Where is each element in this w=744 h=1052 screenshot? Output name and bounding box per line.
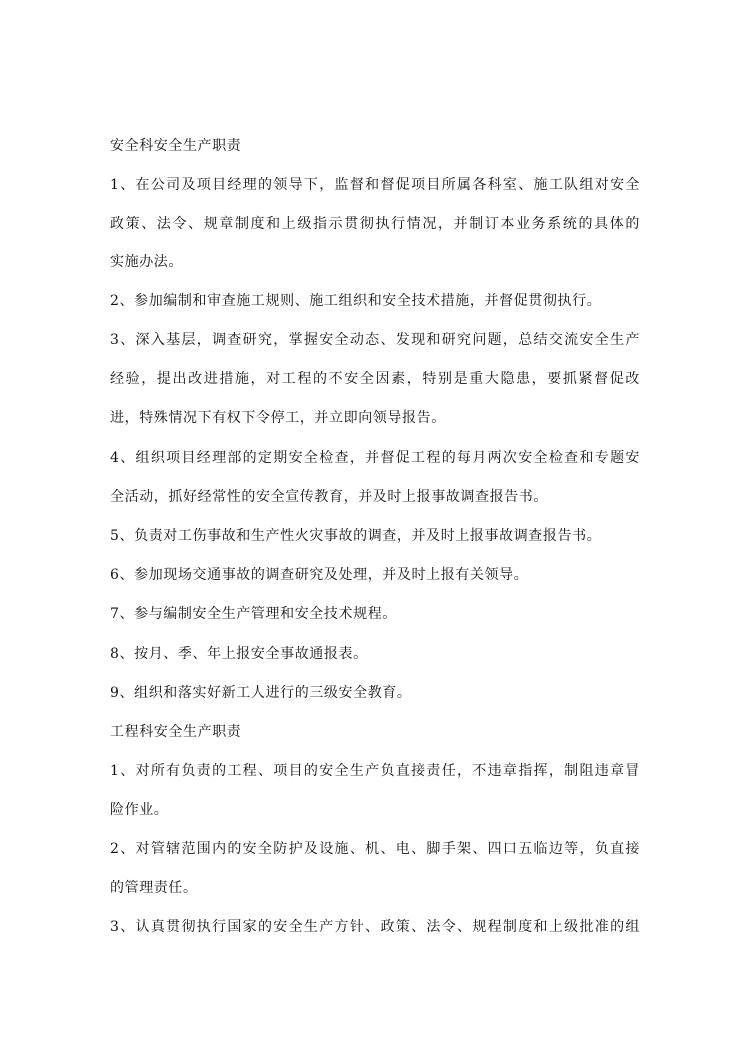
paragraph-line: 的管理责任。 [110, 880, 198, 896]
paragraph-line: 进，特殊情况下有权下令停工，并立即向领导报告。 [110, 410, 446, 426]
paragraph-line: 3、认真贯彻执行国家的安全生产方针、政策、法令、规程制度和上级批准的组 [110, 919, 640, 935]
paragraph-line: 2、参加编制和审查施工规则、施工组织和安全技术措施，并督促贯彻执行。 [110, 293, 602, 309]
paragraph-line: 实施办法。 [110, 254, 183, 270]
paragraph-line: 8、按月、季、年上报安全事故通报表。 [110, 646, 368, 662]
paragraph-line: 险作业。 [110, 802, 169, 818]
paragraph-line: 1、对所有负责的工程、项目的安全生产负直接责任，不违章指挥，制阻违章冒 [110, 763, 640, 779]
paragraph-line: 全活动，抓好经常性的安全宣传教育，并及时上报事故调查报告书。 [110, 489, 548, 505]
section-heading-engineering-dept: 工程科安全生产职责 [110, 724, 242, 740]
paragraph-line: 政策、法令、规章制度和上级指示贯彻执行情况，并制订本业务系统的具体的 [110, 216, 640, 232]
paragraph-line: 2、对管辖范围内的安全防护及设施、机、电、脚手架、四口五临边等，负直接 [110, 841, 640, 857]
paragraph-line: 7、参与编制安全生产管理和安全技术规程。 [110, 606, 397, 622]
paragraph-line: 经验，提出改进措施，对工程的不安全因素，特别是重大隐患，要抓紧督促改 [110, 371, 640, 387]
paragraph-line: 6、参加现场交通事故的调查研究及处理，并及时上报有关领导。 [110, 567, 529, 583]
paragraph-line: 9、组织和落实好新工人进行的三级安全教育。 [110, 685, 412, 701]
paragraph-line: 1、在公司及项目经理的领导下，监督和督促项目所属各科室、施工队组对安全 [110, 177, 640, 193]
paragraph-line: 4、组织项目经理部的定期安全检查，并督促工程的每月两次安全检查和专题安 [110, 450, 640, 466]
paragraph-line: 5、负责对工伤事故和生产性火灾事故的调查，并及时上报事故调查报告书。 [110, 528, 602, 544]
paragraph-line: 3、深入基层，调查研究，掌握安全动态、发现和研究问题，总结交流安全生产 [110, 332, 640, 348]
section-heading-safety-dept: 安全科安全生产职责 [110, 138, 242, 154]
